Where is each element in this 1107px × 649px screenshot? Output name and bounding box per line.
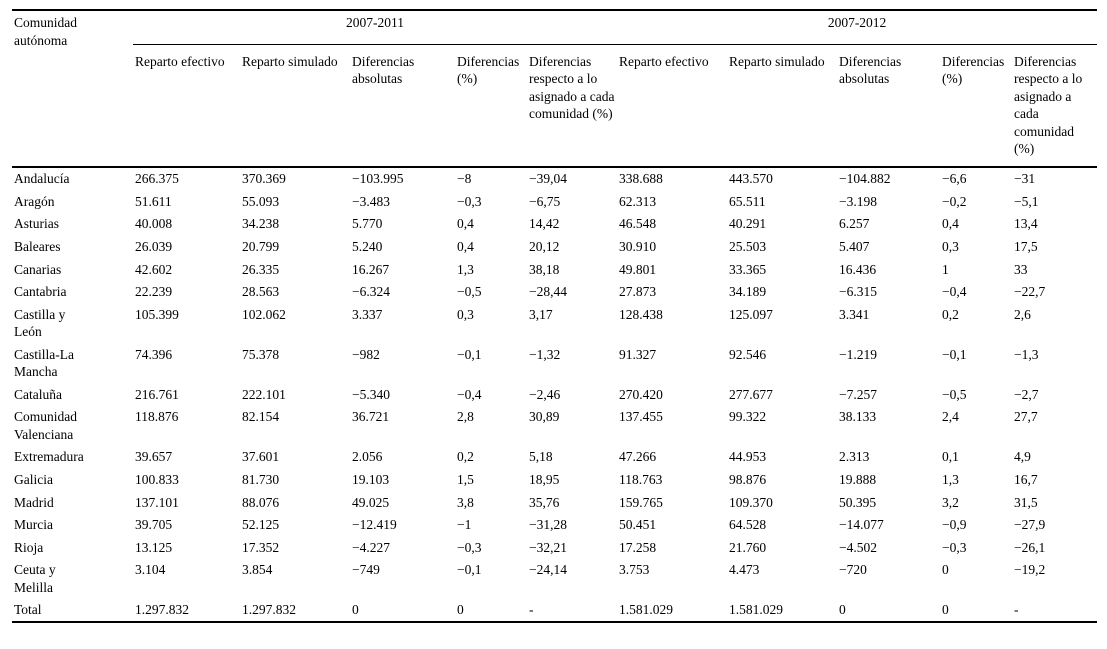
table-row [12, 281, 1097, 304]
value-cell: 105.399 [135, 306, 179, 322]
value-cell: −6,6 [942, 171, 967, 187]
row-label: Galicia [14, 471, 53, 487]
column-header-reparto-efectivo: Reparto efectivo [617, 44, 727, 167]
value-cell: 159.765 [619, 494, 663, 510]
value-cell: 137.101 [135, 494, 179, 510]
reparto-comparison-table [12, 9, 1097, 623]
value-cell: −4.502 [839, 539, 878, 555]
value-cell: 338.688 [619, 171, 663, 187]
value-cell: 47.266 [619, 449, 657, 465]
row-label: Castilla y León [14, 306, 66, 340]
value-cell: 50.451 [619, 517, 657, 533]
value-cell: −0,1 [457, 346, 482, 362]
value-cell: −8 [457, 171, 472, 187]
value-cell: 0,4 [457, 216, 474, 232]
value-cell: 443.570 [729, 171, 773, 187]
value-cell: 2,6 [1014, 306, 1031, 322]
value-cell: 21.760 [729, 539, 767, 555]
column-header-diferencias-respecto-asignado: Diferencias respecto a lo asignado a cada comunidad (%) [527, 44, 617, 167]
value-cell: 35,76 [529, 494, 560, 510]
value-cell: 1.581.029 [619, 602, 674, 618]
period-header-2007-2011: 2007-2011 [133, 10, 617, 44]
table-row [12, 446, 1097, 469]
value-cell: −2,7 [1014, 386, 1039, 402]
table-row [12, 303, 1097, 343]
value-cell: 46.548 [619, 216, 657, 232]
value-cell: 118.876 [135, 409, 179, 425]
value-cell: 92.546 [729, 346, 767, 362]
value-cell: 370.369 [242, 171, 286, 187]
row-label: Comunidad Valenciana [14, 409, 77, 442]
value-cell: 91.327 [619, 346, 657, 362]
value-cell: 0 [352, 602, 359, 618]
column-header-reparto-efectivo: Reparto efectivo [133, 44, 240, 167]
value-cell: 51.611 [135, 193, 172, 209]
value-cell: 17.352 [242, 539, 280, 555]
row-label: Ceuta y Melilla [14, 562, 56, 595]
value-cell: −0,3 [457, 539, 482, 555]
value-cell: −1,32 [529, 346, 561, 362]
value-cell: 82.154 [242, 409, 280, 425]
row-label: Cataluña [14, 386, 62, 402]
value-cell: 52.125 [242, 517, 280, 533]
value-cell: 37.601 [242, 449, 280, 465]
value-cell: 2,4 [942, 409, 959, 425]
row-label: Cantabria [14, 284, 67, 300]
value-cell: 3,17 [529, 306, 553, 322]
value-cell: −24,14 [529, 562, 567, 578]
value-cell: 17,5 [1014, 238, 1038, 254]
value-cell: −5,1 [1014, 193, 1039, 209]
value-cell: −7.257 [839, 386, 878, 402]
value-cell: 4,9 [1014, 449, 1031, 465]
table-body [12, 167, 1097, 622]
value-cell: 0 [839, 602, 846, 618]
value-cell: 16,7 [1014, 471, 1038, 487]
value-cell: −0,2 [942, 193, 967, 209]
value-cell: 3.854 [242, 562, 273, 578]
value-cell: 3.104 [135, 562, 166, 578]
value-cell: 109.370 [729, 494, 773, 510]
value-cell: −31 [1014, 171, 1036, 187]
value-cell: 128.438 [619, 306, 663, 322]
value-cell: −103.995 [352, 171, 404, 187]
row-label: Total [14, 602, 42, 618]
value-cell: 49.801 [619, 261, 657, 277]
row-label: Canarias [14, 261, 62, 277]
value-cell: 277.677 [729, 386, 773, 402]
value-cell: 1,3 [942, 471, 959, 487]
table-row [12, 468, 1097, 491]
value-cell: 27,7 [1014, 409, 1038, 425]
value-cell: 62.313 [619, 193, 657, 209]
table-row [12, 213, 1097, 236]
value-cell: 270.420 [619, 386, 663, 402]
value-cell: 98.876 [729, 471, 767, 487]
row-label: Castilla-La Mancha [14, 346, 74, 380]
value-cell: 22.239 [135, 284, 173, 300]
value-cell: −0,5 [457, 284, 482, 300]
value-cell: −0,5 [942, 386, 967, 402]
value-cell: 0 [942, 602, 949, 618]
value-cell: 40.008 [135, 216, 173, 232]
value-cell: 55.093 [242, 193, 280, 209]
value-cell: 27.873 [619, 284, 657, 300]
value-cell: 18,95 [529, 471, 560, 487]
value-cell: 39.657 [135, 449, 173, 465]
total-row [12, 599, 1097, 623]
value-cell: −749 [352, 562, 380, 578]
column-header-reparto-simulado: Reparto simulado [240, 44, 350, 167]
table-row [12, 343, 1097, 383]
value-cell: 3.341 [839, 306, 870, 322]
value-cell: 19.888 [839, 471, 877, 487]
value-cell: 20,12 [529, 238, 560, 254]
value-cell: 1.581.029 [729, 602, 784, 618]
value-cell: 65.511 [729, 193, 766, 209]
value-cell: 0,4 [457, 238, 474, 254]
value-cell: −0,3 [942, 539, 967, 555]
table-row [12, 235, 1097, 258]
column-header-diferencias-respecto-asignado: Diferencias respecto a lo asignado a cada comunidad (%) [1012, 44, 1097, 167]
row-label: Aragón [14, 193, 55, 209]
value-cell: 38,18 [529, 261, 560, 277]
row-label: Baleares [14, 238, 61, 254]
value-cell: 28.563 [242, 284, 280, 300]
value-cell: 33 [1014, 261, 1028, 277]
value-cell: −1.219 [839, 346, 878, 362]
value-cell: −28,44 [529, 284, 567, 300]
table-row [12, 383, 1097, 406]
value-cell: 64.528 [729, 517, 767, 533]
value-cell: 20.799 [242, 238, 280, 254]
value-cell: 31,5 [1014, 494, 1038, 510]
value-cell: 16.267 [352, 261, 390, 277]
value-cell: 2,8 [457, 409, 474, 425]
value-cell: 14,42 [529, 216, 560, 232]
value-cell: 100.833 [135, 471, 179, 487]
value-cell: −6,75 [529, 193, 561, 209]
value-cell: 0,3 [457, 306, 474, 322]
value-cell: 2.313 [839, 449, 870, 465]
value-cell: −26,1 [1014, 539, 1046, 555]
value-cell: 0,2 [942, 306, 959, 322]
value-cell: 5.770 [352, 216, 383, 232]
value-cell: −6.315 [839, 284, 878, 300]
column-header-diferencias-absolutas: Diferencias absolutas [350, 44, 455, 167]
table-row [12, 491, 1097, 514]
table-row [12, 514, 1097, 537]
value-cell: −31,28 [529, 517, 567, 533]
value-cell: 125.097 [729, 306, 773, 322]
value-cell: 34.189 [729, 284, 767, 300]
table-head [12, 10, 1097, 167]
value-cell: 3,8 [457, 494, 474, 510]
value-cell: 102.062 [242, 306, 286, 322]
column-header-diferencias-pct: Diferencias (%) [940, 44, 1012, 167]
value-cell: 74.396 [135, 346, 173, 362]
period-header-2007-2012: 2007-2012 [617, 10, 1097, 44]
table-row [12, 190, 1097, 213]
value-cell: 30.910 [619, 238, 657, 254]
value-cell: 30,89 [529, 409, 560, 425]
value-cell: 222.101 [242, 386, 286, 402]
value-cell: 34.238 [242, 216, 280, 232]
period-header-row [12, 10, 1097, 44]
value-cell: 0,3 [942, 238, 959, 254]
value-cell: 42.602 [135, 261, 173, 277]
value-cell: 1.297.832 [242, 602, 296, 618]
row-label: Andalucía [14, 171, 70, 187]
row-label: Murcia [14, 517, 53, 533]
table-row [12, 167, 1097, 191]
value-cell: 25.503 [729, 238, 767, 254]
value-cell: 33.365 [729, 261, 767, 277]
value-cell: 50.395 [839, 494, 877, 510]
value-cell: 99.322 [729, 409, 767, 425]
table-row [12, 406, 1097, 446]
value-cell: 13,4 [1014, 216, 1038, 232]
column-header-reparto-simulado: Reparto simulado [727, 44, 837, 167]
table-row [12, 559, 1097, 599]
value-cell: 1 [942, 261, 949, 277]
value-cell: 137.455 [619, 409, 663, 425]
row-label: Extremadura [14, 449, 84, 465]
value-cell: −3.198 [839, 193, 878, 209]
value-cell: 88.076 [242, 494, 280, 510]
value-cell: 0 [942, 562, 949, 578]
value-cell: 1,3 [457, 261, 474, 277]
row-label: Madrid [14, 494, 54, 510]
value-cell: −5.340 [352, 386, 390, 402]
value-cell: −0,1 [457, 562, 482, 578]
value-cell: 5,18 [529, 449, 553, 465]
value-cell: 36.721 [352, 409, 390, 425]
value-cell: −0,4 [457, 386, 482, 402]
value-cell: −39,04 [529, 171, 567, 187]
value-cell: 40.291 [729, 216, 767, 232]
value-cell: −12.419 [352, 517, 397, 533]
row-label: Rioja [14, 539, 44, 555]
value-cell: 0,4 [942, 216, 959, 232]
value-cell: −22,7 [1014, 284, 1046, 300]
value-cell: −1,3 [1014, 346, 1039, 362]
value-cell: −6.324 [352, 284, 390, 300]
value-cell: 26.039 [135, 238, 173, 254]
value-cell: −982 [352, 346, 380, 362]
value-cell: −720 [839, 562, 867, 578]
value-cell: −14.077 [839, 517, 884, 533]
value-cell: 17.258 [619, 539, 657, 555]
column-header-diferencias-pct: Diferencias (%) [455, 44, 527, 167]
table-row [12, 536, 1097, 559]
value-cell: 3.337 [352, 306, 383, 322]
value-cell: −0,9 [942, 517, 967, 533]
value-cell: 118.763 [619, 471, 663, 487]
row-label: Asturias [14, 216, 59, 232]
value-cell: - [1014, 602, 1019, 618]
value-cell: 0 [457, 602, 464, 618]
value-cell: −27,9 [1014, 517, 1046, 533]
value-cell: - [529, 602, 534, 618]
value-cell: −2,46 [529, 386, 561, 402]
value-cell: 16.436 [839, 261, 877, 277]
value-cell: 5.240 [352, 238, 383, 254]
value-cell: 26.335 [242, 261, 280, 277]
value-cell: −1 [457, 517, 472, 533]
value-cell: −4.227 [352, 539, 390, 555]
value-cell: −19,2 [1014, 562, 1046, 578]
value-cell: −32,21 [529, 539, 567, 555]
value-cell: 2.056 [352, 449, 383, 465]
value-cell: 1.297.832 [135, 602, 189, 618]
value-cell: 216.761 [135, 386, 179, 402]
value-cell: 75.378 [242, 346, 280, 362]
value-cell: 39.705 [135, 517, 173, 533]
value-cell: 38.133 [839, 409, 877, 425]
value-cell: 0,1 [942, 449, 959, 465]
value-cell: 0,2 [457, 449, 474, 465]
value-cell: 6.257 [839, 216, 870, 232]
value-cell: −0,4 [942, 284, 967, 300]
column-header-row [12, 44, 1097, 167]
value-cell: 4.473 [729, 562, 760, 578]
value-cell: 19.103 [352, 471, 390, 487]
value-cell: 3.753 [619, 562, 650, 578]
value-cell: −0,3 [457, 193, 482, 209]
value-cell: 13.125 [135, 539, 173, 555]
value-cell: −0,1 [942, 346, 967, 362]
value-cell: 266.375 [135, 171, 179, 187]
value-cell: −104.882 [839, 171, 891, 187]
value-cell: 81.730 [242, 471, 280, 487]
value-cell: −3.483 [352, 193, 390, 209]
value-cell: 44.953 [729, 449, 767, 465]
value-cell: 1,5 [457, 471, 474, 487]
value-cell: 3,2 [942, 494, 959, 510]
value-cell: 49.025 [352, 494, 390, 510]
table-row [12, 258, 1097, 281]
value-cell: 5.407 [839, 238, 870, 254]
corner-header: Comunidad autónoma [12, 10, 133, 167]
column-header-diferencias-absolutas: Diferencias absolutas [837, 44, 940, 167]
